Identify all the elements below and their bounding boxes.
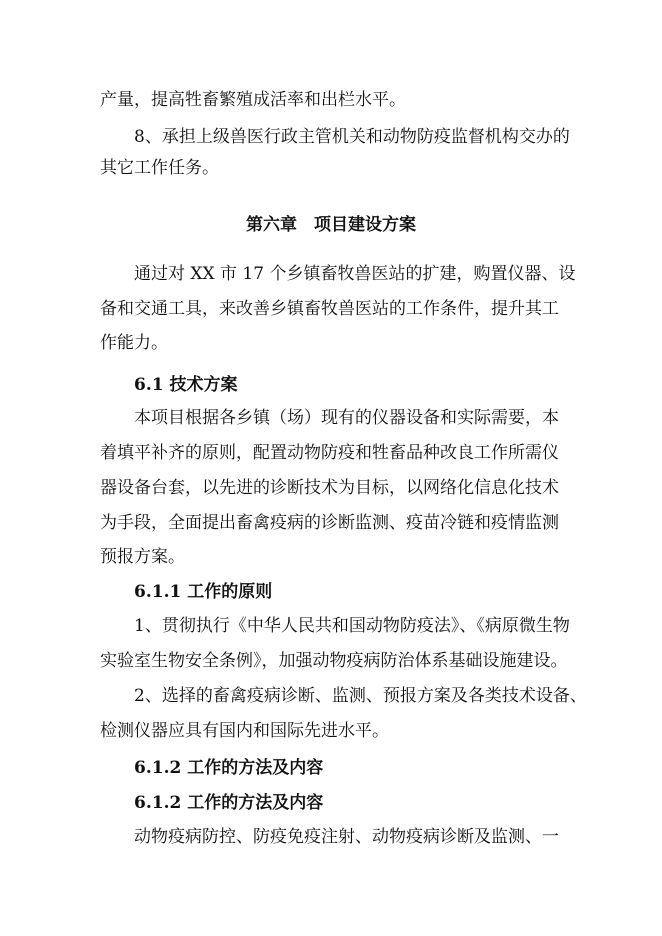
body-line: 动物疫病防控、防疫免疫注射、动物疫病诊断及监测、一 xyxy=(134,827,559,847)
body-line: 着填平补齐的原则，配置动物防疫和牲畜品种改良工作所需仪 xyxy=(100,443,559,463)
body-line: 本项目根据各乡镇（场）现有的仪器设备和实际需要，本 xyxy=(134,408,559,428)
body-line: 2、选择的畜禽疫病诊断、监测、预报方案及各类技术设备、 xyxy=(134,686,587,706)
body-line: 产量，提高牲畜繁殖成活率和出栏水平。 xyxy=(100,90,406,110)
body-line: 实验室生物安全条例》，加强动物疫病防治体系基础设施建设。 xyxy=(100,651,568,671)
body-line: 作能力。 xyxy=(100,333,168,353)
section-heading: 6.1 技术方案 xyxy=(134,375,238,395)
subsection-heading: 6.1.1 工作的原则 xyxy=(134,582,273,602)
subsection-heading: 6.1.2 工作的方法及内容 xyxy=(134,758,324,778)
chapter-heading: 第六章 项目建设方案 xyxy=(246,215,416,235)
body-line: 1、贯彻执行《中华人民共和国动物防疫法》、《病原微生物 xyxy=(134,616,570,636)
body-line: 预报方案。 xyxy=(100,547,185,567)
body-line: 其它工作任务。 xyxy=(100,158,219,178)
body-line: 备和交通工具，来改善乡镇畜牧兽医站的工作条件，提升其工 xyxy=(100,299,559,319)
subsection-heading: 6.1.2 工作的方法及内容 xyxy=(134,793,324,813)
body-line: 通过对 XX 市 17 个乡镇畜牧兽医站的扩建，购置仪器、设 xyxy=(134,264,576,284)
body-line: 8、承担上级兽医行政主管机关和动物防疫监督机构交办的 xyxy=(134,127,570,147)
body-line: 检测仪器应具有国内和国际先进水平。 xyxy=(100,721,389,741)
body-line: 器设备台套，以先进的诊断技术为目标，以网络化信息化技术 xyxy=(100,478,559,498)
body-line: 为手段，全面提出畜禽疫病的诊断监测、疫苗冷链和疫情监测 xyxy=(100,513,559,533)
